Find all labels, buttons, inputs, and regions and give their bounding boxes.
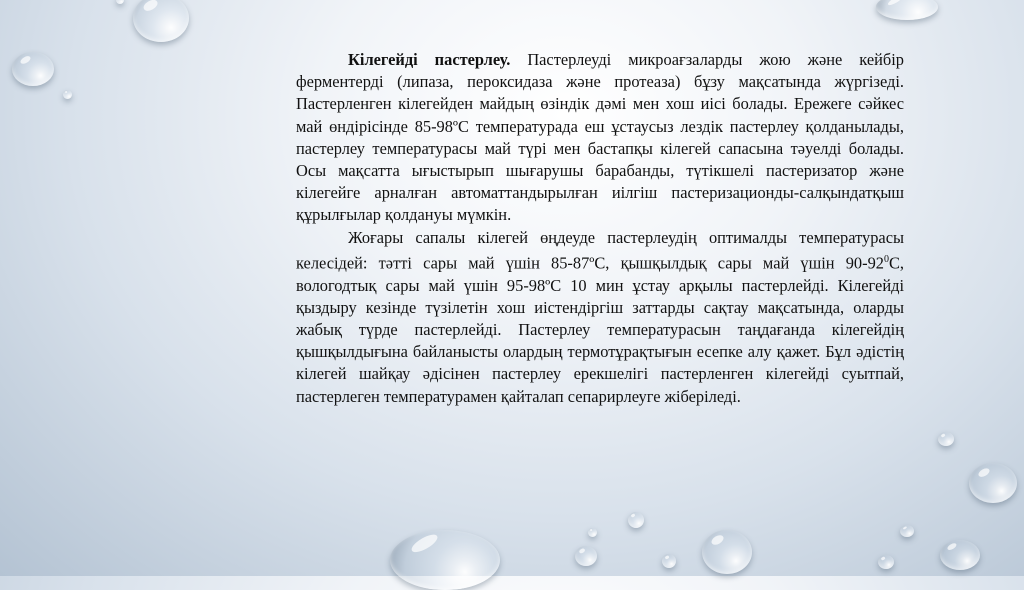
water-drop-decoration — [940, 540, 980, 570]
water-drop-decoration — [390, 530, 500, 590]
paragraph-lead-heading: Кілегейді пастерлеу. — [348, 50, 511, 69]
body-text — [296, 49, 904, 408]
superscript-zero: 0 — [883, 253, 889, 265]
paragraph-text: Пастерлеуді микроағзаларды жою және кейбір ферментерді (липаза, пероксидаза және протеаза) бұзу мақсатында жүргізеді. Пастерленген кілегейден майдың өзіндік дәмі мен хош иісі болады. Ережеге сәйкес май өндірісінде 85-98ºC температурада еш ұстаусыз лездік пастерлеу қолданылады, пастерлеу температурасы май түрі мен бастапқы кілегей сапасына тәуелді болады. Осы мақсатта ығыстырып шығарушы барабанды, түтікшелі пастеризатор және кілегейге арналған автоматтандырылған иілгіш пастеризационды-салқындатқыш құрылғылар қолдануы мүмкін. — [296, 50, 904, 225]
water-drop-decoration — [575, 546, 597, 566]
water-drop-decoration — [702, 530, 752, 574]
water-drop-decoration — [133, 0, 189, 42]
water-drop-decoration — [63, 90, 72, 99]
water-drop-decoration — [876, 0, 938, 20]
water-drop-decoration — [878, 555, 894, 569]
paragraph-text-part-1: Жоғары сапалы кілегей өңдеуде пастерлеудің оптималды температурасы келесідей: тәтті сары май үшін 85-87ºC, қышқылдық сары май үшін 90-92 — [296, 227, 904, 273]
water-drop-decoration — [12, 52, 54, 86]
paragraph-pasteurization — [296, 49, 904, 227]
water-drop-decoration — [938, 432, 954, 446]
water-drop-decoration — [588, 528, 597, 537]
water-drop-decoration — [116, 0, 124, 4]
water-drop-decoration — [628, 512, 644, 528]
water-drop-decoration — [900, 525, 914, 537]
paragraph-temperatures — [296, 227, 904, 408]
paragraph-text-part-2: C, вологодтық сары май үшін 95-98ºC 10 мин ұстау арқылы пастерлейді. Кілегейді қыздыру кезінде түзілетін хош иістендіргіш заттарды сақтау мақсатында, оларды жабық түрде пастерлейді. Пастерлеу температурасын таңдағанда кілегейдің қышқылдығына байланысты олардың термотұрақтығын есепке алу қажет. Бұл әдістің кілегей шайқау әдісінен пастерлеу ерекшелігі пастерленген кілегейді суытпай, пастерлеген температурамен қайталап сепарирлеуге жіберіледі. — [296, 253, 904, 406]
water-drop-decoration — [662, 554, 676, 568]
water-drop-decoration — [969, 463, 1017, 503]
